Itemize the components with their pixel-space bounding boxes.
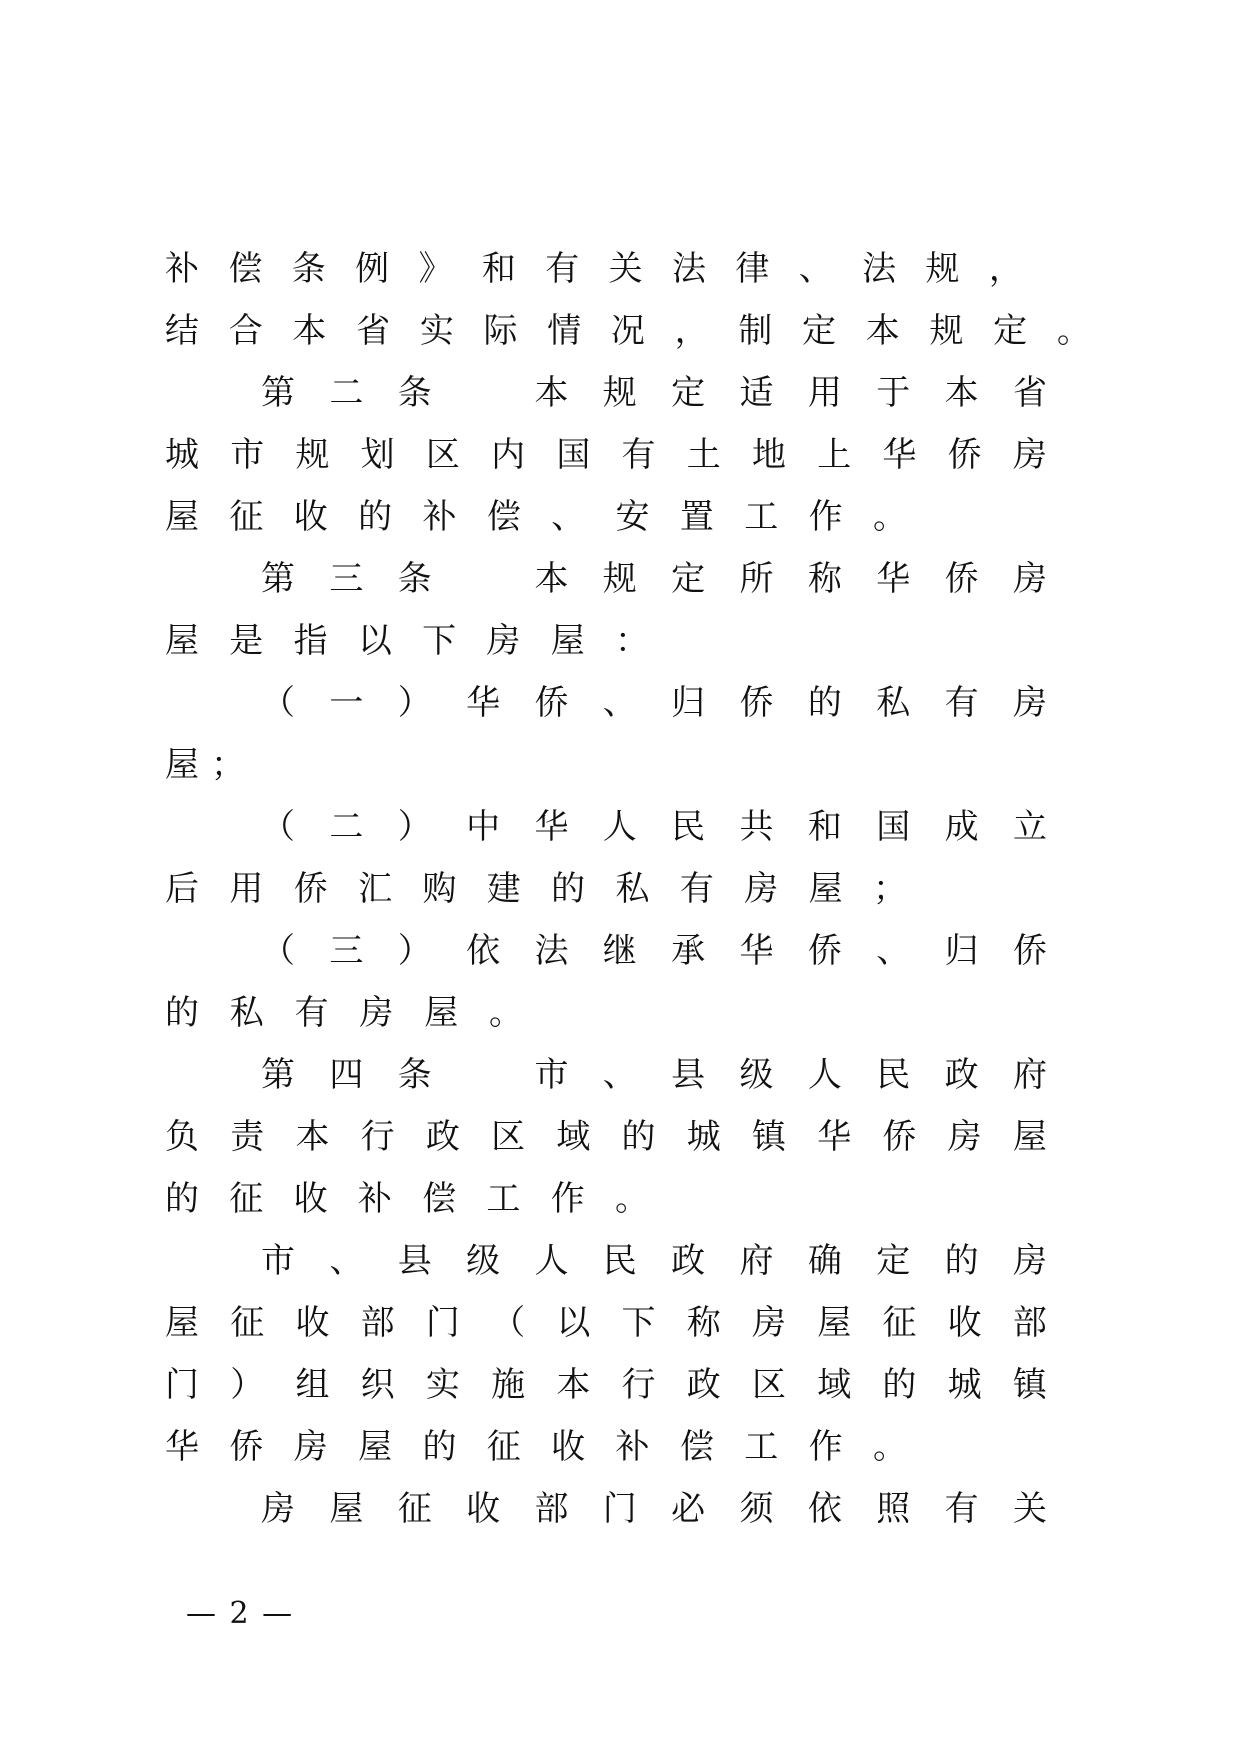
text-character: 的 — [944, 1241, 979, 1281]
text-character: ） — [397, 683, 432, 723]
text-character: 。 — [1056, 311, 1091, 351]
text-character: 工 — [486, 1179, 521, 1219]
text-character: 侨 — [229, 1427, 264, 1467]
text-character: 级 — [739, 1055, 774, 1095]
page-number: — 2 — — [186, 1596, 295, 1631]
text-character: 收 — [295, 1303, 330, 1343]
text-character: 有 — [545, 249, 580, 289]
text-character: 城 — [165, 435, 199, 475]
text-character: 有 — [944, 1489, 979, 1529]
text-character: 征 — [882, 1303, 917, 1343]
text-character: 实 — [419, 311, 454, 351]
text-character: 人 — [534, 1241, 569, 1281]
text-character: 例 — [355, 249, 390, 289]
document-line-19 — [162, 1354, 1050, 1416]
text-character: 区 — [425, 435, 460, 475]
text-character: 区 — [491, 1117, 526, 1157]
text-character: 屋 — [165, 497, 199, 537]
text-character: 收 — [293, 1179, 328, 1219]
text-character: 适 — [739, 373, 774, 413]
text-character: 域 — [556, 1117, 591, 1157]
text-character: 本 — [295, 1117, 330, 1157]
text-character: 、 — [602, 1055, 637, 1095]
text-character: ， — [988, 249, 1023, 289]
document-line-16 — [162, 1168, 652, 1230]
text-character: 部 — [534, 1489, 569, 1529]
text-character: 织 — [360, 1365, 395, 1405]
document-line-12 — [258, 920, 1050, 982]
text-character: （ — [491, 1303, 526, 1343]
text-character: 华 — [165, 1427, 199, 1467]
text-character: 屋 — [424, 993, 459, 1033]
text-character: 和 — [807, 807, 842, 847]
document-line-3 — [258, 362, 1050, 424]
text-character: 。 — [872, 497, 907, 537]
text-character: 结 — [165, 311, 199, 351]
text-character: 安 — [615, 497, 650, 537]
text-character: 收 — [947, 1303, 982, 1343]
text-character: 有 — [944, 683, 979, 723]
text-character: 依 — [807, 1489, 842, 1529]
text-character: 以 — [556, 1303, 591, 1343]
text-character: 法 — [862, 249, 897, 289]
text-character: 级 — [466, 1241, 501, 1281]
text-character: （ — [261, 931, 295, 971]
text-character: ） — [230, 1365, 265, 1405]
text-character: 三 — [329, 931, 364, 971]
text-character: 房 — [293, 1427, 328, 1467]
text-character: 侨 — [944, 559, 979, 599]
text-space — [463, 1044, 503, 1106]
text-character: 、 — [329, 1241, 364, 1281]
text-character: 偿 — [486, 497, 521, 537]
text-character: 划 — [360, 435, 395, 475]
text-character: 侨 — [807, 931, 842, 971]
text-character: 是 — [229, 621, 264, 661]
text-character: ， — [674, 311, 709, 351]
text-character: 于 — [876, 373, 911, 413]
document-line-17 — [258, 1230, 1050, 1292]
text-character: 屋 — [808, 869, 843, 909]
document-line-7 — [162, 610, 652, 672]
text-character: ； — [211, 745, 245, 785]
text-character: 汇 — [358, 869, 393, 909]
text-character: 工 — [744, 1427, 779, 1467]
text-character: 定 — [671, 373, 706, 413]
text-character: 征 — [397, 1489, 432, 1529]
text-character: 屋 — [358, 1427, 393, 1467]
text-character: 中 — [466, 807, 501, 847]
text-character: 市 — [230, 435, 265, 475]
text-character: 房 — [947, 1117, 982, 1157]
text-character: 的 — [621, 1117, 656, 1157]
text-character: 第 — [261, 1055, 295, 1095]
document-line-4 — [162, 424, 1050, 486]
document-line-5 — [162, 486, 910, 548]
text-character: 法 — [672, 249, 706, 289]
text-character: 二 — [329, 373, 364, 413]
text-character: 依 — [466, 931, 501, 971]
text-character: 偿 — [679, 1427, 714, 1467]
text-character: 下 — [621, 1303, 656, 1343]
text-character: 成 — [944, 807, 979, 847]
text-character: 门 — [425, 1303, 460, 1343]
text-character: 县 — [671, 1055, 706, 1095]
text-character: 有 — [621, 435, 656, 475]
text-character: 关 — [1012, 1489, 1047, 1529]
text-character: 的 — [807, 683, 842, 723]
text-character: 三 — [329, 559, 364, 599]
text-character: 规 — [602, 373, 637, 413]
text-character: 实 — [425, 1365, 460, 1405]
text-character: 承 — [671, 931, 706, 971]
text-character: 本 — [556, 1365, 591, 1405]
text-character: 有 — [679, 869, 714, 909]
text-character: 国 — [556, 435, 591, 475]
text-character: 规 — [929, 311, 964, 351]
text-character: 房 — [744, 869, 779, 909]
text-character: 负 — [165, 1117, 199, 1157]
text-character: 部 — [360, 1303, 395, 1343]
text-character: 侨 — [882, 1117, 917, 1157]
text-character: 条 — [291, 249, 326, 289]
document-line-9 — [162, 734, 248, 796]
text-character: 部 — [1012, 1303, 1047, 1343]
text-character: 归 — [944, 931, 979, 971]
text-character: 称 — [686, 1303, 721, 1343]
text-character: 和 — [481, 249, 516, 289]
document-line-2 — [162, 300, 1094, 362]
text-character: 的 — [422, 1427, 457, 1467]
text-character: 房 — [486, 621, 521, 661]
text-character: 内 — [491, 435, 526, 475]
text-character: 华 — [534, 807, 569, 847]
text-character: 政 — [425, 1117, 460, 1157]
text-character: 华 — [882, 435, 917, 475]
text-character: （ — [261, 807, 295, 847]
text-character: 、 — [602, 683, 637, 723]
text-character: 际 — [483, 311, 518, 351]
text-character: 定 — [876, 1241, 911, 1281]
text-character: 征 — [229, 497, 264, 537]
text-character: 所 — [739, 559, 774, 599]
text-character: 本 — [534, 373, 569, 413]
text-character: 域 — [817, 1365, 852, 1405]
text-character: 人 — [602, 807, 637, 847]
text-character: 以 — [357, 621, 392, 661]
text-character: 屋 — [329, 1489, 364, 1529]
text-character: 房 — [751, 1303, 786, 1343]
text-character: 国 — [876, 807, 911, 847]
document-line-10 — [258, 796, 1050, 858]
text-character: 侨 — [1012, 931, 1047, 971]
text-character: 定 — [993, 311, 1028, 351]
text-character: 条 — [397, 373, 432, 413]
text-character: 共 — [739, 807, 774, 847]
text-character: 责 — [230, 1117, 265, 1157]
text-character: 规 — [925, 249, 960, 289]
document-line-1 — [162, 238, 1026, 300]
text-character: 私 — [615, 869, 650, 909]
text-character: 房 — [1012, 559, 1047, 599]
text-character: 二 — [329, 807, 364, 847]
text-character: 镇 — [751, 1117, 786, 1157]
document-line-13 — [162, 982, 526, 1044]
text-character: 补 — [165, 249, 199, 289]
text-character: 屋 — [1012, 1117, 1047, 1157]
text-character: 民 — [876, 1055, 911, 1095]
text-character: 政 — [686, 1365, 721, 1405]
text-character: 本 — [944, 373, 979, 413]
text-character: ） — [397, 931, 432, 971]
text-character: 市 — [261, 1241, 295, 1281]
text-character: 城 — [686, 1117, 721, 1157]
text-character: 第 — [261, 559, 295, 599]
text-character: 用 — [229, 869, 264, 909]
text-character: 组 — [295, 1365, 330, 1405]
text-character: 人 — [807, 1055, 842, 1095]
text-character: 定 — [671, 559, 706, 599]
text-character: 法 — [534, 931, 569, 971]
text-character: 侨 — [739, 683, 774, 723]
text-space — [463, 548, 503, 610]
text-character: 后 — [165, 869, 199, 909]
text-character: 。 — [614, 1179, 649, 1219]
document-line-21 — [258, 1478, 1050, 1540]
text-character: （ — [261, 683, 295, 723]
text-character: 政 — [944, 1055, 979, 1095]
text-character: 征 — [486, 1427, 521, 1467]
text-character: 屋 — [165, 745, 199, 785]
text-character: 继 — [602, 931, 637, 971]
text-character: 况 — [610, 311, 645, 351]
text-character: 府 — [739, 1241, 774, 1281]
text-character: 征 — [229, 1179, 264, 1219]
document-line-11 — [162, 858, 910, 920]
text-character: 关 — [608, 249, 643, 289]
text-character: 屋 — [165, 1303, 199, 1343]
text-character: 城 — [947, 1365, 982, 1405]
text-character: 侨 — [947, 435, 982, 475]
text-character: 私 — [876, 683, 911, 723]
text-character: 确 — [807, 1241, 842, 1281]
text-character: 房 — [261, 1489, 295, 1529]
document-line-15 — [162, 1106, 1050, 1168]
text-character: 的 — [165, 1179, 199, 1219]
text-character: 称 — [807, 559, 842, 599]
text-character: 第 — [261, 373, 295, 413]
text-character: 照 — [876, 1489, 911, 1529]
text-character: 民 — [602, 1241, 637, 1281]
text-character: 工 — [744, 497, 779, 537]
text-character: 的 — [882, 1365, 917, 1405]
text-character: 镇 — [1012, 1365, 1047, 1405]
text-character: 县 — [397, 1241, 432, 1281]
text-character: 规 — [602, 559, 637, 599]
text-character: 地 — [751, 435, 786, 475]
text-character: 房 — [1012, 683, 1047, 723]
text-character: 用 — [807, 373, 842, 413]
text-character: 门 — [602, 1489, 637, 1529]
text-character: 作 — [808, 497, 843, 537]
text-character: 侨 — [534, 683, 569, 723]
text-character: 补 — [422, 497, 457, 537]
text-character: 本 — [292, 311, 327, 351]
text-character: 作 — [808, 1427, 843, 1467]
text-character: 必 — [671, 1489, 706, 1529]
text-character: 房 — [1012, 435, 1047, 475]
text-character: 情 — [547, 311, 582, 351]
document-line-20 — [162, 1416, 910, 1478]
text-character: 屋 — [817, 1303, 852, 1343]
text-character: ： — [614, 621, 649, 661]
text-character: 征 — [230, 1303, 265, 1343]
text-character: 条 — [397, 1055, 432, 1095]
text-character: 收 — [466, 1489, 501, 1529]
text-character: 行 — [360, 1117, 395, 1157]
text-character: 须 — [739, 1489, 774, 1529]
text-character: 。 — [872, 1427, 907, 1467]
text-space — [463, 362, 503, 424]
text-character: 补 — [615, 1427, 650, 1467]
text-character: 立 — [1012, 807, 1047, 847]
text-character: 归 — [671, 683, 706, 723]
text-character: 私 — [229, 993, 264, 1033]
text-character: 市 — [534, 1055, 569, 1095]
text-character: 民 — [671, 807, 706, 847]
document-line-6 — [258, 548, 1050, 610]
text-character: 作 — [550, 1179, 585, 1219]
text-character: 条 — [397, 559, 432, 599]
text-character: 、 — [876, 931, 911, 971]
text-character: 房 — [1012, 1241, 1047, 1281]
text-character: ） — [397, 807, 432, 847]
text-character: 华 — [817, 1117, 852, 1157]
text-character: 上 — [817, 435, 852, 475]
text-character: 建 — [486, 869, 521, 909]
text-character: 置 — [679, 497, 714, 537]
text-character: 施 — [491, 1365, 526, 1405]
text-character: 华 — [466, 683, 501, 723]
text-character: 规 — [295, 435, 330, 475]
text-character: 四 — [329, 1055, 364, 1095]
text-character: 下 — [422, 621, 457, 661]
text-character: 府 — [1012, 1055, 1047, 1095]
text-character: 。 — [488, 993, 523, 1033]
text-character: 收 — [551, 1427, 586, 1467]
text-character: 的 — [551, 869, 586, 909]
text-character: 、 — [798, 249, 833, 289]
text-character: 收 — [293, 497, 328, 537]
text-character: 补 — [357, 1179, 392, 1219]
text-character: 屋 — [165, 621, 199, 661]
text-character: 门 — [165, 1365, 199, 1405]
text-character: 的 — [358, 497, 393, 537]
text-character: 偿 — [228, 249, 263, 289]
text-character: 政 — [671, 1241, 706, 1281]
text-character: 侨 — [293, 869, 328, 909]
text-character: 指 — [293, 621, 328, 661]
text-character: 省 — [356, 311, 391, 351]
text-character: 华 — [876, 559, 911, 599]
text-character: 》 — [418, 249, 453, 289]
text-character: 、 — [551, 497, 586, 537]
text-character: 购 — [422, 869, 457, 909]
text-character: 偿 — [422, 1179, 457, 1219]
text-character: ； — [872, 869, 907, 909]
text-character: 房 — [359, 993, 394, 1033]
text-character: 行 — [621, 1365, 656, 1405]
document-line-8 — [258, 672, 1050, 734]
text-character: 本 — [865, 311, 900, 351]
document-line-18 — [162, 1292, 1050, 1354]
text-character: 省 — [1012, 373, 1047, 413]
text-character: 有 — [294, 993, 329, 1033]
text-character: 区 — [751, 1365, 786, 1405]
text-character: 律 — [735, 249, 770, 289]
text-character: 定 — [802, 311, 837, 351]
text-character: 合 — [228, 311, 263, 351]
text-character: 制 — [738, 311, 773, 351]
text-character: 的 — [165, 993, 199, 1033]
document-line-14 — [258, 1044, 1050, 1106]
text-character: 本 — [534, 559, 569, 599]
text-character: 屋 — [550, 621, 585, 661]
text-character: 一 — [329, 683, 364, 723]
text-character: 华 — [739, 931, 774, 971]
text-character: 土 — [686, 435, 721, 475]
